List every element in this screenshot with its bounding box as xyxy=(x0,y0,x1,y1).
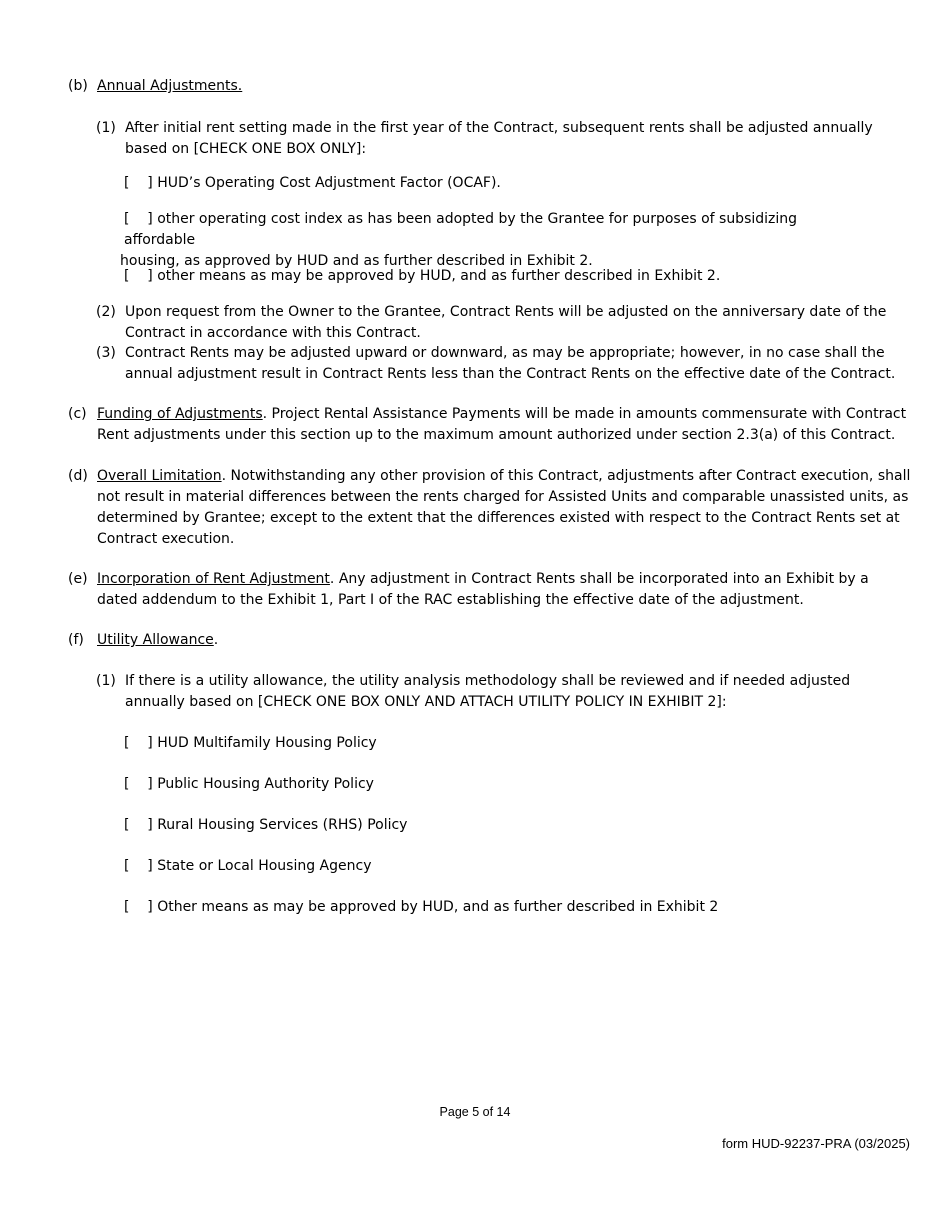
checkbox-option-pha[interactable] xyxy=(124,774,894,795)
checkbox-box[interactable]: [ ] xyxy=(124,211,153,227)
item-label: (1) xyxy=(96,673,116,689)
item-text: If there is a utility allowance, the utility analysis methodology shall be reviewed and if needed adjusted annually based on [CHECK ONE BOX ONLY AND ATTACH UTILITY POLICY IN EXHIBIT 2]: xyxy=(125,673,851,710)
option-text: HUD Multifamily Housing Policy xyxy=(157,735,377,751)
option-text: State or Local Housing Agency xyxy=(157,858,372,874)
section-b-title: Annual Adjustments. xyxy=(97,78,243,94)
checkbox-option-state-local[interactable] xyxy=(124,856,894,877)
checkbox-option-other[interactable] xyxy=(124,897,894,918)
item-text: Contract Rents may be adjusted upward or downward, as may be appropriate; however, in no case shall the annual adjustment result in Contract Rents less than the Contract Rents on the effective date of the Contract. xyxy=(125,345,896,382)
checkbox-box[interactable]: [ ] xyxy=(124,899,153,915)
section-f xyxy=(68,630,913,651)
checkbox-box[interactable]: [ ] xyxy=(124,268,153,284)
option-text: Other means as may be approved by HUD, and as further described in Exhibit 2 xyxy=(157,899,719,915)
item-label: (1) xyxy=(96,120,116,136)
option-text: other means as may be approved by HUD, and as further described in Exhibit 2. xyxy=(157,268,721,284)
checkbox-box[interactable]: [ ] xyxy=(124,776,153,792)
section-c-label: (c) xyxy=(68,406,87,422)
option-text: other operating cost index as has been adopted by the Grantee for purposes of subsidizing affordable xyxy=(124,211,798,248)
section-f-item-1 xyxy=(96,671,896,713)
section-e-label: (e) xyxy=(68,571,88,587)
page-number: Page 5 of 14 xyxy=(439,1105,511,1119)
checkbox-box[interactable]: [ ] xyxy=(124,175,153,191)
section-b-label: (b) xyxy=(68,78,88,94)
section-f-period: . xyxy=(213,632,219,648)
option-text: HUD’s Operating Cost Adjustment Factor (OCAF). xyxy=(157,175,501,191)
section-b-item-2 xyxy=(96,302,896,344)
section-b xyxy=(68,76,913,97)
section-c-text: . Project Rental Assistance Payments will be made in amounts commensurate with Contract Rent adjustments under this section up to the maximum amount authorized under section 2.3(a) of this Contract. xyxy=(97,406,907,443)
checkbox-box[interactable]: [ ] xyxy=(124,735,153,751)
section-c-title: Funding of Adjustments xyxy=(97,406,263,422)
checkbox-option-other-means[interactable] xyxy=(124,266,894,287)
item-text: Upon request from the Owner to the Grantee, Contract Rents will be adjusted on the anniversary date of the Contract in accordance with this Contract. xyxy=(125,304,887,341)
checkbox-option-rhs[interactable] xyxy=(124,815,894,836)
option-text-continued: housing, as approved by HUD and as further described in Exhibit 2. xyxy=(120,253,593,269)
checkbox-option-other-index[interactable] xyxy=(120,209,859,272)
item-text: After initial rent setting made in the first year of the Contract, subsequent rents shall be adjusted annually based on [CHECK ONE BOX ONLY]: xyxy=(125,120,873,157)
section-c xyxy=(68,404,913,446)
checkbox-box[interactable]: [ ] xyxy=(124,817,153,833)
option-text: Rural Housing Services (RHS) Policy xyxy=(157,817,408,833)
checkbox-option-hud-multifamily[interactable] xyxy=(124,733,894,754)
section-b-item-1 xyxy=(96,118,896,160)
item-label: (2) xyxy=(96,304,116,320)
item-label: (3) xyxy=(96,345,116,361)
section-d-title: Overall Limitation xyxy=(97,468,222,484)
section-b-item-3 xyxy=(96,343,896,385)
section-d-text: . Notwithstanding any other provision of this Contract, adjustments after Contract execution, shall not result in material differences between the rents charged for Assisted Units and comparable unassisted units, as determined by Grantee; except to the extent that the differences existed with respect to the Contract Rents set at Contract execution. xyxy=(97,468,911,547)
checkbox-box[interactable]: [ ] xyxy=(124,858,153,874)
section-d xyxy=(68,466,913,550)
section-e xyxy=(68,569,913,611)
option-text: Public Housing Authority Policy xyxy=(157,776,374,792)
section-f-label: (f) xyxy=(68,632,84,648)
section-e-title: Incorporation of Rent Adjustment xyxy=(97,571,330,587)
section-f-title: Utility Allowance xyxy=(97,632,214,648)
section-e-text: . Any adjustment in Contract Rents shall be incorporated into an Exhibit by a dated addendum to the Exhibit 1, Part I of the RAC establishing the effective date of the adjustment. xyxy=(97,571,869,608)
form-identifier: form HUD-92237-PRA (03/2025) xyxy=(722,1136,910,1151)
section-d-label: (d) xyxy=(68,468,88,484)
checkbox-option-ocaf[interactable] xyxy=(124,173,894,194)
